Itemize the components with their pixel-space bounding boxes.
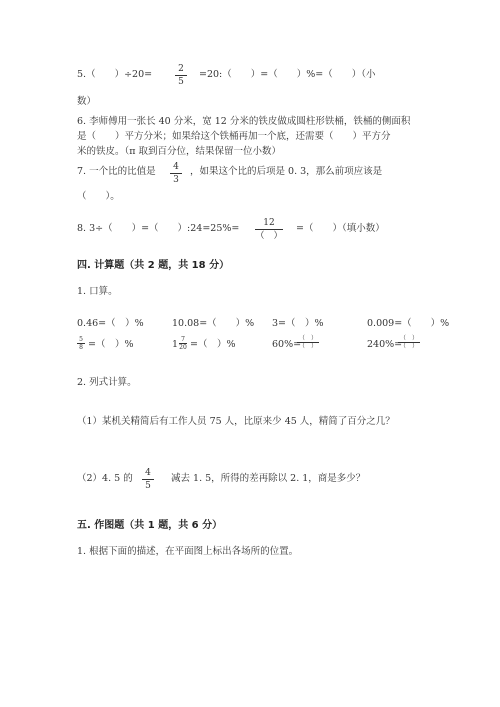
fraction-numerator: 5 bbox=[79, 336, 83, 343]
q6-line3: 米的铁皮。（π 取到百分位，结果保留一位小数） bbox=[77, 146, 282, 157]
section4-sub2: 2. 列式计算。 bbox=[77, 377, 137, 388]
oral-r1c1: 0.46=（ ）% bbox=[77, 318, 144, 329]
oral-r2c1-tail: =（ ）% bbox=[88, 339, 134, 350]
q5-text-part2: =20:（ ）=（ ）%=（ ）（小 bbox=[199, 69, 376, 80]
fraction-numerator: （ ） bbox=[399, 335, 418, 342]
fraction-numerator: 2 bbox=[178, 64, 184, 74]
oral-r2c3-fraction bbox=[296, 335, 320, 350]
fraction-denominator: （ ） bbox=[255, 231, 283, 241]
q7-line2: （ ）。 bbox=[77, 191, 120, 202]
fraction-denominator: 8 bbox=[79, 344, 83, 351]
q7-text-part1: 7. 一个比的比值是 bbox=[77, 166, 156, 177]
q7-text-part2: ，如果这个比的后项是 0. 3，那么前项应该是 bbox=[190, 166, 383, 177]
oral-r2c2-fraction bbox=[178, 336, 188, 351]
section5-title: 五. 作图题（共 1 题，共 6 分） bbox=[77, 520, 223, 531]
fraction-denominator: 20 bbox=[179, 344, 187, 351]
q8-text-part1: 8. 3÷（ ）=（ ）:24=25%= bbox=[77, 223, 240, 234]
q8-text-part2: =（ ）（填小数） bbox=[296, 223, 385, 234]
fraction-numerator: 7 bbox=[181, 336, 185, 343]
section4-sub1: 1. 口算。 bbox=[77, 286, 118, 297]
section4-title: 四. 计算题（共 2 题，共 18 分） bbox=[77, 260, 230, 271]
q8-fraction bbox=[255, 218, 283, 241]
q6-line2: 是（ ）平方分米；如果给这个铁桶再加一个底，还需要（ ）平方分 bbox=[77, 131, 391, 142]
fraction-denominator: 5 bbox=[178, 77, 184, 87]
calc-question-2-part1: （2）4. 5 的 bbox=[77, 473, 133, 484]
calc-question-1: （1）某机关精简后有工作人员 75 人，比原来少 45 人，精简了百分之几？ bbox=[77, 416, 395, 427]
oral-r1c2: 10.08=（ ）% bbox=[172, 318, 255, 329]
fraction-numerator: 4 bbox=[173, 162, 179, 172]
fraction-numerator: 4 bbox=[145, 468, 151, 478]
fraction-denominator: 3 bbox=[173, 175, 179, 185]
calc-question-2-fraction bbox=[141, 468, 155, 491]
section5-sub1: 1. 根据下面的描述，在平面图上标出各场所的位置。 bbox=[77, 546, 299, 557]
oral-r2c4-fraction bbox=[397, 335, 421, 350]
q6-line1: 6. 李师傅用一张长 40 分米，宽 12 分米的铁皮做成圆柱形铁桶，铁桶的侧面积 bbox=[77, 116, 411, 127]
fraction-numerator: 12 bbox=[263, 218, 275, 228]
q7-fraction bbox=[169, 162, 183, 185]
fraction-denominator: （ ） bbox=[399, 343, 418, 350]
oral-r2c1-fraction bbox=[76, 336, 86, 351]
oral-r2c2-whole: 1 bbox=[172, 339, 179, 350]
fraction-denominator: （ ） bbox=[298, 343, 317, 350]
q5-text-part1: 5.（ ）÷20= bbox=[77, 69, 153, 80]
fraction-denominator: 5 bbox=[145, 481, 151, 491]
calc-question-2-part2: 减去 1. 5，所得的差再除以 2. 1，商是多少？ bbox=[171, 473, 366, 484]
oral-r1c3: 3=（ ）% bbox=[272, 318, 324, 329]
fraction-numerator: （ ） bbox=[298, 335, 317, 342]
q5-text-line2: 数） bbox=[77, 96, 97, 107]
oral-r2c4-head: 240%= bbox=[367, 339, 403, 350]
oral-r2c3-head: 60%= bbox=[272, 339, 302, 350]
q5-fraction bbox=[174, 64, 188, 87]
oral-r2c2-tail: =（ ）% bbox=[190, 339, 236, 350]
oral-r1c4: 0.009=（ ）% bbox=[367, 318, 450, 329]
